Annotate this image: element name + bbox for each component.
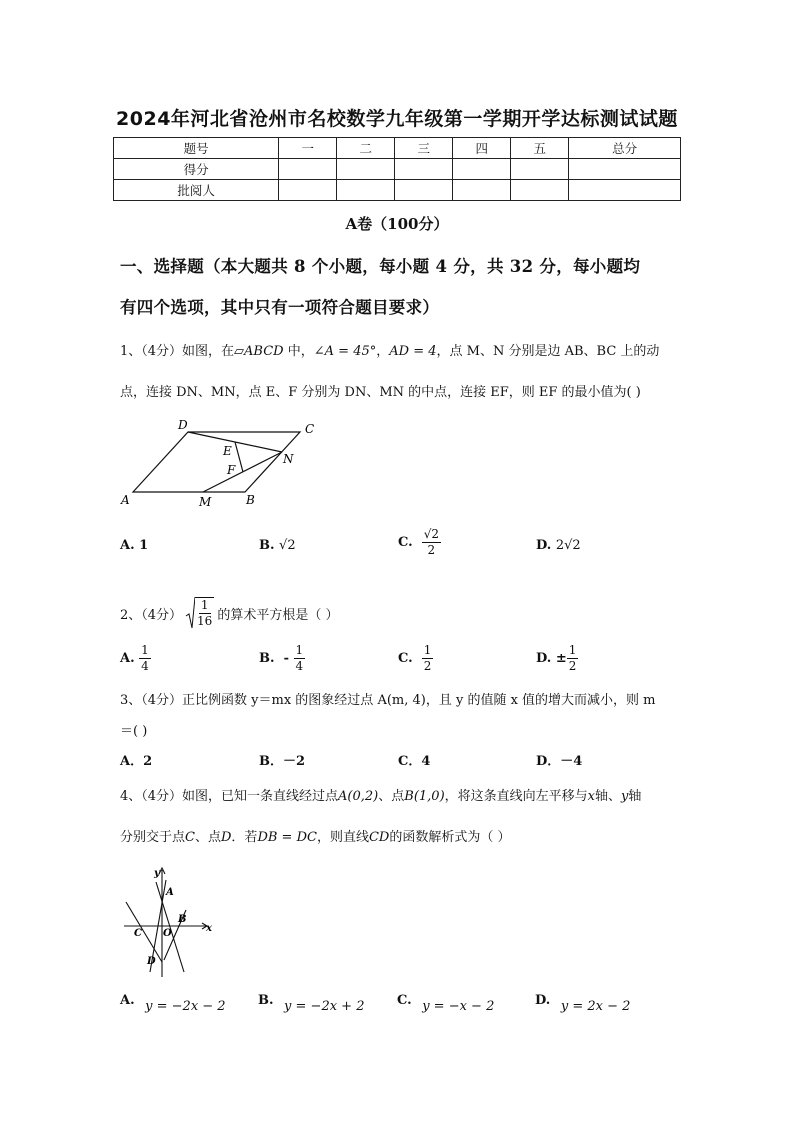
q4-text: ．若 <box>231 830 258 845</box>
question-4-line2 <box>120 826 510 845</box>
q2-option-d[interactable] <box>536 643 578 674</box>
score-table <box>113 137 681 201</box>
q3-option-b[interactable]: B．－2 <box>259 754 306 769</box>
table-cell[interactable] <box>395 180 453 201</box>
q2-suffix: 的算术平方根是（ ） <box>217 607 339 623</box>
fraction-numerator: 1 <box>295 643 304 657</box>
table-cell[interactable] <box>511 159 569 180</box>
q1-mid2: ， <box>376 344 390 359</box>
table-cell[interactable] <box>569 180 681 201</box>
q1-angle: ∠A = 45° <box>313 344 377 359</box>
table-cell[interactable] <box>569 159 681 180</box>
q2-sqrt <box>185 596 214 630</box>
label-d: D <box>178 418 188 432</box>
q1-figure-parallelogram <box>115 412 325 512</box>
table-cell[interactable] <box>453 180 511 201</box>
q4-text: 轴 <box>628 789 642 804</box>
q4-point-b: B(1,0) <box>404 789 445 804</box>
q4-text: ，则直线 <box>316 830 369 845</box>
q2-fraction <box>195 597 214 629</box>
label-f: F <box>227 463 236 477</box>
q4-option-b[interactable] <box>258 993 365 1014</box>
question-4-line1 <box>120 785 641 804</box>
table-row <box>114 159 681 180</box>
q3-option-a[interactable]: A．2 <box>120 754 153 769</box>
score-table-header-row <box>114 138 681 159</box>
fraction-numerator: √2 <box>423 527 439 541</box>
q4-line-cd: CD <box>368 830 390 845</box>
label-a: A <box>121 493 130 507</box>
fraction-numerator: 1 <box>200 598 209 612</box>
label-a: A <box>166 887 174 898</box>
q2-option-c[interactable] <box>398 643 433 674</box>
option-value: y = −2x − 2 <box>145 999 226 1014</box>
option-value: 1 <box>139 538 149 553</box>
q4-y-var: y <box>621 789 629 804</box>
option-label: B. <box>259 538 275 553</box>
table-cell: 二 <box>337 138 395 159</box>
q1-option-c[interactable] <box>398 527 441 558</box>
q1-option-a[interactable] <box>120 538 148 553</box>
label-d: D <box>147 956 156 967</box>
label-n: N <box>283 452 294 466</box>
fraction-denominator: 2 <box>423 659 432 673</box>
label-m: M <box>199 495 212 509</box>
table-cell[interactable] <box>279 180 337 201</box>
q3-option-c[interactable]: C．4 <box>398 754 431 769</box>
fraction-denominator: 2 <box>427 543 436 557</box>
q4-option-d[interactable] <box>535 993 631 1014</box>
option-label: D. <box>536 651 552 666</box>
table-cell: 题号 <box>114 138 279 159</box>
table-cell[interactable] <box>395 159 453 180</box>
table-cell[interactable] <box>337 180 395 201</box>
label-e: E <box>223 444 232 458</box>
sqrt-radical-icon <box>185 596 195 630</box>
label-y: y <box>154 868 160 879</box>
option-label: C. <box>398 651 413 666</box>
label-x: x <box>206 923 212 934</box>
option-value: y = −2x + 2 <box>284 999 365 1014</box>
q1-ad: AD = 4 <box>389 344 437 359</box>
table-cell[interactable] <box>337 159 395 180</box>
q2-option-a[interactable] <box>120 643 151 674</box>
option-label: A. <box>120 538 135 553</box>
q1-mid3: ，点 M、N 分别是边 AB、BC 上的动 <box>436 344 660 359</box>
question-3-line2: ＝( ) <box>120 724 148 739</box>
q3-option-d[interactable]: D．－4 <box>536 754 583 769</box>
part-heading-line1: 一、选择题（本大题共 8 个小题，每小题 4 分，共 32 分，每小题均 <box>120 257 641 276</box>
q2-option-b[interactable] <box>259 643 305 674</box>
label-c: C <box>134 928 142 939</box>
option-label: A. <box>120 993 135 1008</box>
label-o: O <box>163 928 172 939</box>
option-sign: ± <box>555 651 567 666</box>
q4-text: ，将这条直线向左平移与 <box>444 789 588 804</box>
option-label: D. <box>536 538 552 553</box>
q1-abcd: ABCD <box>244 344 284 359</box>
q4-point-d: D <box>220 830 232 845</box>
option-label: B. <box>259 651 275 666</box>
question-1-line1 <box>120 340 659 359</box>
option-fraction <box>422 643 434 674</box>
fraction-denominator: 4 <box>141 659 149 673</box>
fraction-numerator: 1 <box>568 643 577 657</box>
fraction-numerator: 1 <box>141 643 149 657</box>
option-value: y = −x − 2 <box>422 999 495 1014</box>
option-label: A. <box>120 651 135 666</box>
q4-text: 、点 <box>194 830 221 845</box>
page-title: 2024年河北省沧州市名校数学九年级第一学期开学达标测试试题 <box>116 108 678 130</box>
table-cell[interactable] <box>279 159 337 180</box>
q2-prefix: 2、（4分） <box>120 607 183 623</box>
parallelogram-abcd <box>133 432 300 492</box>
q4-point-a: A(0,2) <box>338 789 379 804</box>
fraction-denominator: 16 <box>197 614 213 628</box>
q4-point-c: C <box>185 830 195 845</box>
table-cell: 得分 <box>114 159 279 180</box>
label-c: C <box>305 422 315 436</box>
q4-option-a[interactable] <box>120 993 226 1014</box>
question-1-line2: 点，连接 DN、MN，点 E、F 分别为 DN、MN 的中点，连接 EF，则 EF 的最小值为( ) <box>120 385 641 400</box>
q4-condition: DB = DC <box>257 830 317 845</box>
option-label: B. <box>258 993 274 1008</box>
q1-option-b[interactable] <box>259 538 296 553</box>
option-value: √2 <box>279 538 296 553</box>
option-value: 2√2 <box>555 538 581 553</box>
option-fraction <box>422 527 441 558</box>
q1-prefix: 1、（4分）如图，在▱ <box>120 344 245 359</box>
label-b: B <box>178 914 187 925</box>
q4-x-var: x <box>587 789 596 804</box>
table-cell: 总分 <box>569 138 681 159</box>
table-cell[interactable] <box>511 180 569 201</box>
fraction-denominator: 4 <box>295 659 304 673</box>
option-label: C. <box>398 535 413 550</box>
question-3-line1: 3、（4分）正比例函数 y＝mx 的图象经过点 A(m, 4)，且 y 的值随 x 值的增大而减小，则 m <box>120 693 656 708</box>
q4-figure-coordinate-graph <box>118 862 218 982</box>
section-title: A卷（100分） <box>345 215 449 233</box>
q4-option-c[interactable] <box>397 993 495 1014</box>
q4-text: 轴、 <box>595 789 622 804</box>
part-heading-line2: 有四个选项，其中只有一项符合题目要求） <box>120 298 440 317</box>
fraction-numerator: 1 <box>423 643 432 657</box>
option-value: y = 2x − 2 <box>560 999 631 1014</box>
table-cell: 三 <box>395 138 453 159</box>
q4-text: 的函数解析式为（ ） <box>389 830 511 845</box>
fraction-denominator: 2 <box>568 659 577 673</box>
label-b: B <box>246 493 255 507</box>
q4-text: 、点 <box>378 789 405 804</box>
q4-text: 4、（4分）如图，已知一条直线经过点 <box>120 789 339 804</box>
table-cell: 四 <box>453 138 511 159</box>
table-cell: 五 <box>511 138 569 159</box>
question-2 <box>120 596 338 630</box>
q4-text: 分别交于点 <box>120 830 186 845</box>
option-label: D. <box>535 993 551 1008</box>
option-fraction <box>294 643 306 674</box>
option-fraction <box>139 643 151 674</box>
table-cell: 一 <box>279 138 337 159</box>
table-row <box>114 180 681 201</box>
option-fraction <box>567 643 579 674</box>
option-label: C. <box>397 993 412 1008</box>
segment-ef <box>235 442 243 472</box>
table-cell: 批阅人 <box>114 180 279 201</box>
table-cell[interactable] <box>453 159 511 180</box>
q1-mid1: 中， <box>283 344 314 359</box>
option-sign: - <box>283 651 289 666</box>
q1-option-d[interactable] <box>536 538 581 553</box>
